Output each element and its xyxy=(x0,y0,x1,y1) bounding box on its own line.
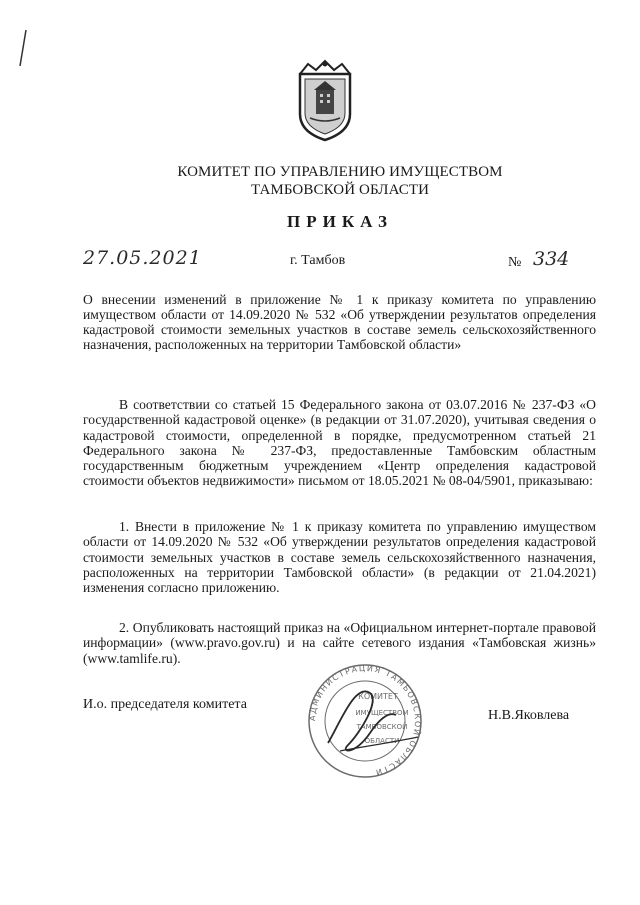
document-type-title: ПРИКАЗ xyxy=(287,212,393,231)
svg-text:КОМИТЕТ: КОМИТЕТ xyxy=(358,692,398,701)
signatory-name: Н.В.Яковлева xyxy=(488,708,570,723)
margin-pen-mark xyxy=(14,28,34,68)
order-item-2: 2. Опубликовать настоящий приказ на «Официальном интернет-портале правовой информации» (www.pravo.gov.ru) и на сайте сетевого издания «Тамбовская жизнь» (www.tamlife.ru). xyxy=(83,620,596,666)
city-label: г. Тамбов xyxy=(290,253,346,268)
order-item-1: 1. Внести в приложение № 1 к приказу комитета по управлению имуществом области от 14.09.2020 № 532 «Об утверждении результатов определения кадастровой стоимости земельных участков в составе земель сельскохозяйственного назначения, расположенных на территории Тамбовской области» (в редакции от 21.04.2021) изменения согласно приложению. xyxy=(83,519,596,596)
tambov-coat-of-arms-emblem xyxy=(292,58,358,142)
issuing-organization xyxy=(120,163,560,199)
svg-text:ИМУЩЕСТВОМ: ИМУЩЕСТВОМ xyxy=(355,709,409,717)
signatory-position: И.о. председателя комитета xyxy=(83,697,247,712)
svg-text:ТАМБОВСКОЙ: ТАМБОВСКОЙ xyxy=(356,723,408,731)
handwritten-date: 27.05.2021 xyxy=(83,247,202,269)
order-subject-preamble: О внесении изменений в приложение № 1 к приказу комитета по управлению имуществом области от 14.09.2020 № 532 «Об утверждении результатов определения кадастровой стоимости земельных участков в составе земель сельскохозяйственного назначения, расположенных на территории Тамбовской области» xyxy=(83,292,596,352)
handwritten-order-number: 334 xyxy=(533,248,570,270)
official-seal-with-signature xyxy=(300,663,430,779)
order-number-label: № xyxy=(508,255,522,270)
svg-text:ОБЛАСТИ: ОБЛАСТИ xyxy=(364,737,400,745)
svg-text:АДМИНИСТРАЦИЯ ТАМБОВСКОЙ ОБЛАС: АДМИНИСТРАЦИЯ ТАМБОВСКОЙ ОБЛАСТИ xyxy=(307,663,423,778)
org-name-line-2: ТАМБОВСКОЙ ОБЛАСТИ xyxy=(250,182,430,198)
legal-basis-paragraph: В соответствии со статьей 15 Федерального закона от 03.07.2016 № 237-ФЗ «О государственной кадастровой оценке» (в редакции от 31.07.2020), учитывая сведения о кадастровой стоимости, определенной в порядке, предусмотренном статьей 21 Федерального закона № 237-ФЗ, предоставленные Тамбовским областным государственным бюджетным учреждением «Центр определения кадастровой стоимости объектов недвижимости» письмом от 18.05.2021 № 08-04/5901, приказываю: xyxy=(83,397,596,489)
org-name-line-1: КОМИТЕТ ПО УПРАВЛЕНИЮ ИМУЩЕСТВОМ xyxy=(177,164,503,180)
